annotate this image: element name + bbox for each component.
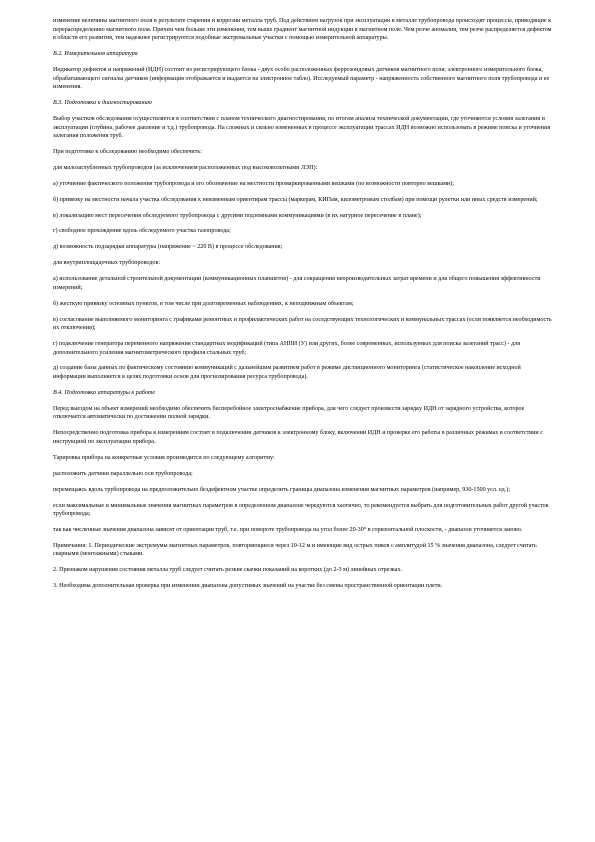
list-item-d2: д) создание базы данных по фактическому состоянию коммуникаций с дальнейшим развитием работ в режиме дистанционного мониторинга (статистическое накопление исходной информации выполняется в целях подготовки основ для прогнозирования ресурса трубопровода). [53, 365, 521, 381]
paragraph-b4-1: Перед выездом на объект измерений необходимо обеспечить бесперебойное электроснабжение прибора, для чего следует произвести зарядку ИДН от зарядного устройства, которое отключается автоматически по достижении полной зарядки. [53, 405, 525, 421]
list-item-v: в) локализацию мест пересечения обследуемого трубопровода с другими подземными коммуникациями (в их натурное пересечение в плане); [53, 212, 422, 219]
paragraph-b4-6: если максимальные и минимальные значения магнитных параметров в определенном диапазоне чередуются хаотично, то рекомендуется выбрать для подготовительных работ другой участок трубопровода; [53, 502, 549, 518]
list-item-a: а) уточнение фактического положения трубопровода и его обозначение на местности промаркированными вешками (по возможности повторно вешками); [53, 180, 454, 187]
paragraph-b3-2: При подготовке к обследованию необходимо обеспечить: [53, 149, 202, 156]
list-item-b2: б) жесткую привязку основных пунктов, в том числе при долговременных наблюдениях, к неподвижным объектам; [53, 300, 354, 307]
heading-b4: В.4. Подготовка аппаратуры к работе [53, 389, 156, 396]
list-item-g: г) свободное прохождение вдоль обследуемого участка газопровода; [53, 228, 231, 235]
paragraph-b3-1: Выбор участков обследования осуществляется в соответствии с планом технического диагностирования, по итогам анализа технической документации, где уточняются условия залегания и эксплуатации (глубина, рабочее давление и т.д.) трубопровода. На сложных и сильно измененных в процессе эксплуатации трассах ИДН возможно использовать в режиме поиска и уточнения залегания положения труб. [53, 115, 551, 140]
paragraph-intro-continued: изменение величины магнитного поля в результате старения и коррозии металла труб. Под действием нагрузок при эксплуатации в металле трубопровода происходят процессы, приводящие к перераспределению магнитного поля. Причем чем больше эти изменения, тем выше градиент магнитной индукции в магнитном поле. Чем резче аномалия, тем резче распределяется дефектом в области его развития, тем надежнее регистрируются подобные экстремальные участки с помощью измерительной аппаратуры. [53, 18, 552, 42]
paragraph-b4-4: расположить датчики параллельно оси трубопровода; [53, 470, 193, 477]
note-2: 2. Признаком нарушения состояния металла труб следует считать резкие скачки показаний на коротких (до 2-3 м) линейных отрезках. [53, 567, 403, 574]
heading-b3: В.3. Подготовка к диагностированию [53, 100, 152, 107]
paragraph-b3-3: для малозаглубленных трубопроводов (за исключением расположенных под высоковольтными ЛЭП): [53, 164, 318, 171]
paragraph-b2: Индикатор дефектов и напряжений (ИДН) состоит из регистрирующего блока - двух особо расположенных феррозондовых датчиков магнитного поля; электронного измерительного блока, обрабатывающего сигналы датчиков (информация отображается и выдается на электронное табло). Исследуемый параметр - напряженность собственного магнитного поля трубопровода и ее изменения. [53, 66, 550, 91]
paragraph-b4-7: так как численные значения диапазона зависят от ориентации труб, т.е. при повороте трубопровода на угол более 20-30° в горизонтальной плоскости, - диапазон уточняется заново. [53, 526, 523, 533]
note-1: Примечания: 1. Периодические экстремумы магнитных параметров, повторяющиеся через 10-12 м и имеющие вид острых пиков с амплитудой 15 % значения диапазона, следует считать сварными (монтажными) стыками. [53, 542, 537, 558]
list-item-g2: г) подключение генератора переменного напряжения стандартных модификаций (типа АНПИ (У) или других, более современных, используемых для поиска залеганий трасс) - для дополнительного усиления магнитометрического профиля стальных труб; [53, 341, 521, 356]
note-3: 3. Необходима дополнительная проверка при изменении диапазона допустимых значений на участке без смены пространственной ориентации плети. [53, 583, 443, 590]
list-item-a2: а) использование детальной строительной документации (коммуникационных планшетов) - для сокращения непроизводительных затрат времени и для общего повышения эффективности измерений; [53, 276, 541, 291]
paragraph-b4-2: Непосредственно подготовка прибора к измерениям состоит в подключении датчиков к электронному блоку, включении ИДН и проверке его работы в различных режимах в соответствии с инструкцией по эксплуатации прибора. [53, 430, 543, 445]
paragraph-b3-4: для внутриплощадочных трубопроводов: [53, 260, 161, 267]
paragraph-b4-3: Тарировка прибора на конкретные условия производится по следующему алгоритму: [53, 454, 275, 461]
list-item-b: б) привязку на местности начала участка обследования к неизменным ориентирам трассы (маркерам, КИПам, километровым столбам) при помощи рулетки или иных средств измерений; [53, 196, 538, 203]
paragraph-b4-5: перемещаясь вдоль трубопровода на предположительно бездефектном участке определить границы диапазона изменения магнитных параметров (например, 930-1500 усл. ед.); [53, 486, 510, 493]
list-item-d: д) возможность подзарядки аппаратуры (напряжение ~ 220 В) в процессе обследования; [53, 244, 283, 251]
heading-b2: В.2. Измерительная аппаратура [53, 51, 138, 58]
list-item-v2: в) согласование выполняемого мониторинга с графиками ремонтных и профилактических работ на соседствующих технологических и коммунальных трассах (если появляется необходимость их отключения); [53, 316, 552, 332]
